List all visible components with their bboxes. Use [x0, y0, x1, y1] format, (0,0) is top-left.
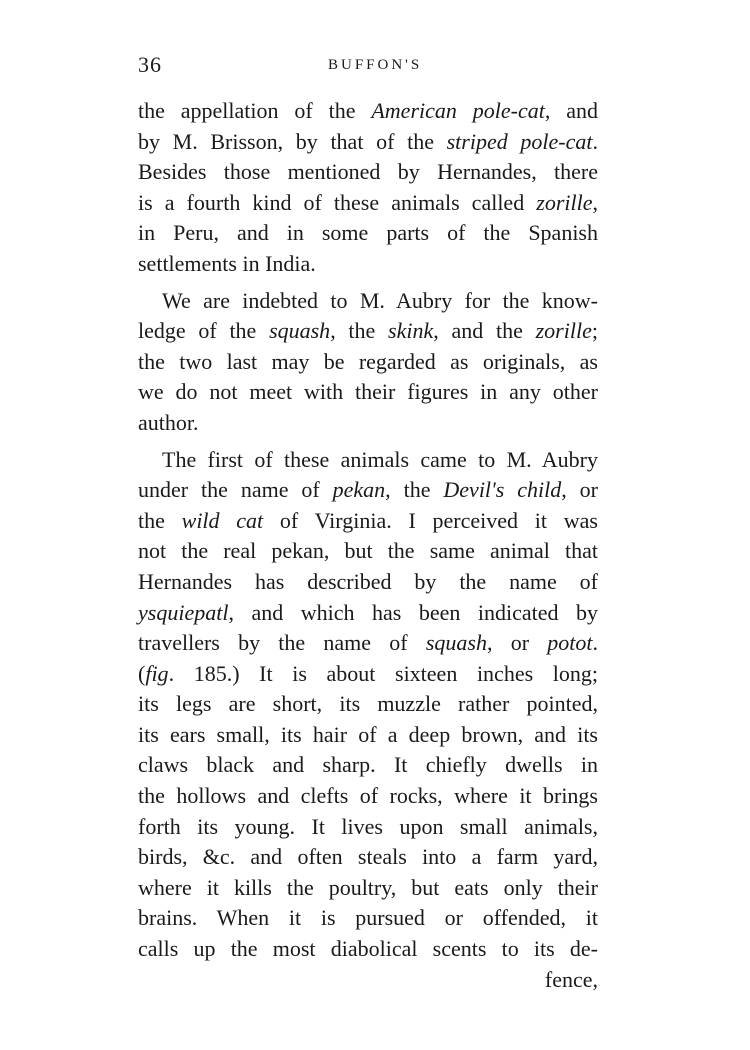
text-line: ledge of the squash, the skink, and the zorille; [138, 318, 598, 344]
text-line: the hollows and clefts of rocks, where it brings [138, 783, 598, 809]
text-line: We are indebted to M. Aubry for the know- [162, 287, 598, 313]
text-line: claws black and sharp. It chiefly dwells in [138, 752, 598, 778]
text-line: not the real pekan, but the same animal that [138, 538, 598, 564]
page-header [138, 52, 598, 82]
text-line: its ears small, its hair of a deep brown, and its [138, 721, 598, 747]
text-line: forth its young. It lives upon small animals, [138, 813, 598, 839]
text-line: under the name of pekan, the Devil's child, or [138, 477, 598, 503]
text-line: travellers by the name of squash, or potot. [138, 630, 598, 656]
text-line: we do not meet with their figures in any other [138, 379, 598, 405]
text-line: Hernandes has described by the name of [138, 568, 598, 594]
text-line: The first of these animals came to M. Aubry [162, 446, 598, 472]
text-line: by M. Brisson, by that of the striped pole-cat. [138, 128, 598, 154]
text-line: calls up the most diabolical scents to its de- [138, 936, 598, 962]
text-line: brains. When it is pursued or offended, it [138, 905, 598, 931]
text-line: settlements in India. [138, 250, 316, 276]
body-text [138, 96, 598, 995]
text-line: birds, &c. and often steals into a farm yard, [138, 844, 598, 870]
text-line: ysquiepatl, and which has been indicated by [138, 599, 598, 625]
text-line: fence, [544, 966, 598, 992]
text-line: in Peru, and in some parts of the Spanish [138, 220, 598, 246]
running-head: BUFFON'S [328, 57, 423, 73]
text-line: the appellation of the American pole-cat, and [138, 98, 599, 123]
text-line: Besides those mentioned by Hernandes, there [138, 159, 598, 185]
text-line: (fig. 185.) It is about sixteen inches long; [138, 660, 598, 686]
text-line: its legs are short, its muzzle rather pointed, [138, 691, 598, 717]
text-line: is a fourth kind of these animals called zorille, [138, 189, 598, 215]
text-line: the wild cat of Virginia. I perceived it was [138, 507, 598, 533]
text-line: where it kills the poultry, but eats only their [138, 874, 598, 900]
page-number: 36 [138, 52, 162, 77]
text-line: author. [138, 409, 199, 435]
text-line: the two last may be regarded as originals, as [138, 348, 598, 374]
